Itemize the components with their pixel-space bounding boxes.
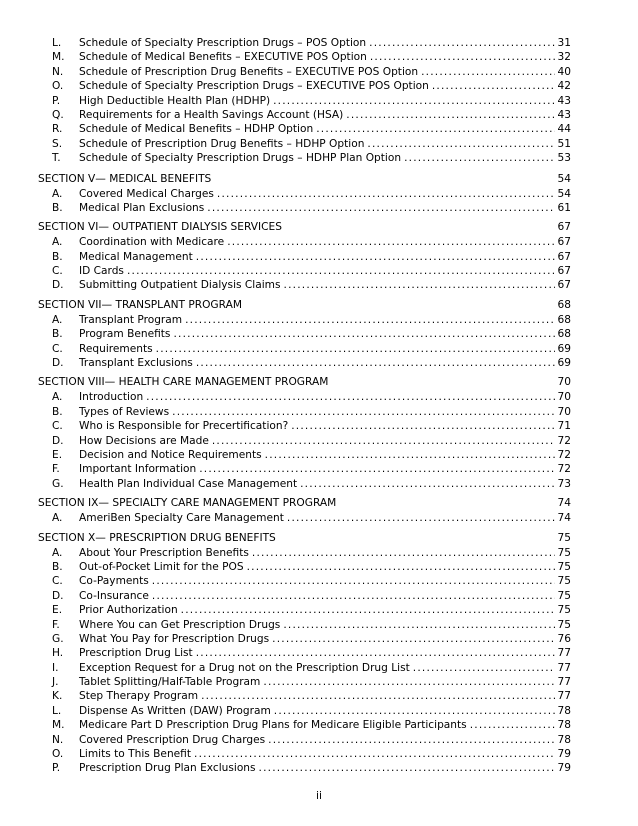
section-page-number: 54	[557, 172, 571, 185]
entry-page-number: 74	[557, 512, 571, 525]
entry-line	[79, 646, 571, 660]
entry-page-number: 71	[557, 420, 571, 433]
entry-page-number: 31	[557, 37, 571, 49]
toc-entry[interactable]	[0, 342, 638, 356]
dot-leader	[265, 448, 555, 462]
toc-entry[interactable]	[0, 560, 638, 574]
toc-entry[interactable]	[0, 201, 638, 215]
entry-page-number: 73	[557, 477, 571, 490]
toc-entry[interactable]	[0, 327, 638, 341]
dot-leader	[272, 632, 554, 646]
entry-title: Requirements for a Health Savings Account (HSA)	[79, 108, 344, 121]
entry-line	[79, 434, 571, 448]
toc-entry[interactable]	[0, 462, 638, 476]
entry-letter: E.	[52, 448, 63, 461]
entry-letter: P.	[52, 94, 61, 107]
toc-entry[interactable]	[0, 589, 638, 603]
entry-page-number: 69	[557, 357, 571, 370]
toc-entry[interactable]	[0, 434, 638, 448]
entry-letter: M.	[52, 719, 65, 732]
entry-line	[79, 718, 571, 732]
section-title: SECTION VIII— HEALTH CARE MANAGEMENT PROGRAM	[38, 376, 329, 389]
section-heading[interactable]	[0, 172, 638, 187]
entry-line	[79, 603, 571, 617]
entry-page-number: 61	[557, 201, 571, 214]
entry-letter: C.	[52, 575, 63, 588]
entry-page-number: 67	[557, 279, 571, 292]
entry-line	[79, 689, 571, 703]
entry-letter: C.	[52, 342, 63, 355]
entry-title: Exception Request for a Drug not on the Prescription Drug List	[79, 661, 410, 674]
entry-title: Coordination with Medicare	[79, 236, 225, 249]
entry-letter: M.	[52, 51, 65, 64]
entry-title: Tablet Splitting/Half-Table Program	[79, 676, 261, 689]
entry-title: Step Therapy Program	[79, 690, 199, 703]
entry-page-number: 79	[557, 762, 571, 775]
entry-page-number: 78	[557, 733, 571, 746]
dot-leader	[470, 718, 555, 732]
entry-title: Types of Reviews	[79, 405, 170, 418]
entry-page-number: 75	[557, 618, 571, 631]
entry-letter: A.	[52, 313, 63, 326]
toc-entry[interactable]	[0, 50, 638, 64]
section-heading[interactable]	[0, 531, 638, 546]
dot-leader	[274, 704, 555, 718]
entry-line	[79, 36, 571, 50]
entry-line	[79, 250, 571, 264]
dot-leader	[212, 434, 555, 448]
toc-entry[interactable]	[0, 122, 638, 136]
entry-title: Out-of-Pocket Limit for the POS	[79, 560, 244, 573]
dot-leader	[196, 646, 555, 660]
dot-leader	[196, 356, 555, 370]
entry-page-number: 77	[557, 647, 571, 660]
dot-leader	[173, 327, 554, 341]
entry-line	[79, 94, 571, 108]
entry-title: Co-Insurance	[79, 589, 149, 602]
entry-line	[79, 151, 571, 165]
entry-letter: O.	[52, 80, 64, 93]
entry-title: High Deductible Health Plan (HDHP)	[79, 94, 271, 107]
entry-title: Submitting Outpatient Dialysis Claims	[79, 279, 281, 292]
toc-entry[interactable]	[0, 250, 638, 264]
toc-entry[interactable]	[0, 618, 638, 632]
dot-leader	[287, 511, 555, 525]
entry-page-number: 75	[557, 546, 571, 559]
entry-letter: D.	[52, 279, 64, 292]
entry-page-number: 72	[557, 463, 571, 476]
entry-title: Who is Responsible for Precertification?	[79, 420, 289, 433]
entry-page-number: 75	[557, 560, 571, 573]
dot-leader	[283, 618, 554, 632]
entry-line	[79, 589, 571, 603]
section-page-number: 67	[557, 221, 571, 234]
entry-title: Limits to This Benefit	[79, 748, 192, 761]
entry-letter: A.	[52, 546, 63, 559]
section-title: SECTION IX— SPECIALTY CARE MANAGEMENT PROGRAM	[38, 497, 337, 510]
entry-letter: S.	[52, 137, 63, 150]
entry-title: Schedule of Prescription Drug Benefits – HDHP Option	[79, 137, 365, 150]
entry-letter: I.	[52, 661, 59, 674]
toc-entry[interactable]	[0, 235, 638, 249]
entry-page-number: 67	[557, 265, 571, 278]
entry-title: Where You can Get Prescription Drugs	[79, 618, 281, 631]
entry-letter: B.	[52, 250, 63, 263]
toc-entry[interactable]	[0, 390, 638, 404]
entry-title: Schedule of Medical Benefits – HDHP Option	[79, 123, 314, 136]
section-title: SECTION VI— OUTPATIENT DIALYSIS SERVICES	[38, 221, 282, 234]
entry-letter: B.	[52, 201, 63, 214]
entry-line	[79, 733, 571, 747]
toc-entry[interactable]	[0, 632, 638, 646]
entry-line	[79, 419, 571, 433]
entry-page-number: 42	[557, 80, 571, 93]
entry-page-number: 53	[557, 152, 571, 165]
toc-entry[interactable]	[0, 36, 638, 50]
entry-page-number: 79	[557, 748, 571, 761]
section-heading[interactable]	[0, 496, 638, 511]
entry-title: Transplant Program	[79, 313, 183, 326]
entry-line	[79, 675, 571, 689]
entry-letter: Q.	[52, 108, 64, 121]
entry-page-number: 70	[557, 405, 571, 418]
entry-title: Schedule of Specialty Prescription Drugs – HDHP Plan Option	[79, 152, 402, 165]
toc-entry[interactable]	[0, 356, 638, 370]
toc-entry[interactable]	[0, 733, 638, 747]
dot-leader	[300, 477, 554, 491]
entry-title: Prescription Drug Plan Exclusions	[79, 762, 256, 775]
dot-leader	[127, 264, 555, 278]
entry-line	[79, 390, 571, 404]
entry-title: Introduction	[79, 391, 144, 404]
entry-page-number: 44	[557, 123, 571, 136]
entry-page-number: 51	[557, 137, 571, 150]
entry-letter: K.	[52, 690, 63, 703]
toc-entry[interactable]	[0, 187, 638, 201]
dot-leader	[268, 733, 554, 747]
entry-title: Prescription Drug List	[79, 647, 193, 660]
entry-letter: T.	[52, 152, 61, 165]
entry-line	[79, 574, 571, 588]
toc-entry[interactable]	[0, 108, 638, 122]
entry-letter: F.	[52, 618, 60, 631]
page-number: ii	[316, 790, 322, 802]
toc-entry[interactable]	[0, 761, 638, 775]
entry-letter: D.	[52, 357, 64, 370]
entry-title: Decision and Notice Requirements	[79, 448, 262, 461]
toc-entry[interactable]	[0, 675, 638, 689]
entry-letter: N.	[52, 733, 64, 746]
entry-title: Medical Plan Exclusions	[79, 201, 205, 214]
entry-line	[79, 278, 571, 292]
entry-line	[79, 477, 571, 491]
entry-line	[79, 264, 571, 278]
entry-page-number: 78	[557, 719, 571, 732]
entry-page-number: 76	[557, 632, 571, 645]
dot-leader	[172, 405, 554, 419]
table-of-contents	[0, 36, 638, 776]
entry-letter: J.	[52, 676, 59, 689]
dot-leader	[273, 94, 554, 108]
entry-letter: L.	[52, 704, 62, 717]
entry-page-number: 32	[557, 51, 571, 64]
entry-title: Covered Medical Charges	[79, 187, 214, 200]
toc-entry[interactable]	[0, 448, 638, 462]
entry-line	[79, 546, 571, 560]
dot-leader	[404, 151, 554, 165]
entry-letter: A.	[52, 236, 63, 249]
dot-leader	[146, 390, 554, 404]
toc-entry[interactable]	[0, 79, 638, 93]
toc-entry[interactable]	[0, 405, 638, 419]
entry-page-number: 75	[557, 604, 571, 617]
entry-line	[79, 122, 571, 136]
entry-line	[79, 448, 571, 462]
toc-entry[interactable]	[0, 689, 638, 703]
entry-letter: L.	[52, 37, 62, 49]
dot-leader	[185, 313, 554, 327]
entry-letter: N.	[52, 65, 64, 78]
toc-entry[interactable]	[0, 477, 638, 491]
entry-page-number: 70	[557, 391, 571, 404]
section-page-number: 68	[557, 298, 571, 311]
dot-leader	[370, 50, 555, 64]
toc-entry[interactable]	[0, 603, 638, 617]
toc-entry[interactable]	[0, 511, 638, 525]
entry-line	[79, 618, 571, 632]
toc-entry[interactable]	[0, 65, 638, 79]
dot-leader	[207, 201, 554, 215]
entry-line	[79, 632, 571, 646]
entry-letter: C.	[52, 265, 63, 278]
entry-title: Requirements	[79, 342, 153, 355]
toc-entry[interactable]	[0, 151, 638, 165]
entry-line	[79, 50, 571, 64]
dot-leader	[194, 747, 555, 761]
entry-line	[79, 108, 571, 122]
dot-leader	[201, 689, 554, 703]
dot-leader	[421, 65, 554, 79]
entry-line	[79, 201, 571, 215]
entry-letter: D.	[52, 434, 64, 447]
entry-page-number: 43	[557, 108, 571, 121]
entry-title: Important Information	[79, 463, 197, 476]
toc-entry[interactable]	[0, 661, 638, 675]
toc-entry[interactable]	[0, 704, 638, 718]
entry-title: ID Cards	[79, 265, 124, 278]
toc-entry[interactable]	[0, 646, 638, 660]
toc-entry[interactable]	[0, 747, 638, 761]
entry-line	[79, 356, 571, 370]
entry-page-number: 78	[557, 704, 571, 717]
entry-page-number: 72	[557, 434, 571, 447]
entry-line	[79, 187, 571, 201]
entry-page-number: 75	[557, 575, 571, 588]
toc-entry[interactable]	[0, 137, 638, 151]
entry-letter: B.	[52, 405, 63, 418]
dot-leader	[156, 342, 555, 356]
entry-page-number: 43	[557, 94, 571, 107]
toc-entry[interactable]	[0, 419, 638, 433]
section-page-number: 74	[557, 497, 571, 510]
entry-letter: A.	[52, 512, 63, 525]
entry-letter: R.	[52, 123, 63, 136]
dot-leader	[247, 560, 555, 574]
entry-line	[79, 342, 571, 356]
entry-title: Schedule of Medical Benefits – EXECUTIVE POS Option	[79, 51, 367, 64]
entry-line	[79, 327, 571, 341]
dot-leader	[291, 419, 554, 433]
entry-line	[79, 511, 571, 525]
entry-line	[79, 661, 571, 675]
entry-line	[79, 65, 571, 79]
dot-leader	[252, 546, 555, 560]
toc-entry[interactable]	[0, 313, 638, 327]
entry-title: Dispense As Written (DAW) Program	[79, 704, 271, 717]
dot-leader	[217, 187, 555, 201]
entry-page-number: 77	[557, 661, 571, 674]
dot-leader	[152, 574, 555, 588]
entry-line	[79, 761, 571, 775]
section-heading[interactable]	[0, 298, 638, 313]
entry-title: Schedule of Prescription Drug Benefits – EXECUTIVE POS Option	[79, 65, 419, 78]
entry-page-number: 68	[557, 313, 571, 326]
entry-page-number: 72	[557, 448, 571, 461]
entry-letter: G.	[52, 632, 64, 645]
entry-title: Schedule of Specialty Prescription Drugs – EXECUTIVE POS Option	[79, 80, 429, 93]
entry-title: What You Pay for Prescription Drugs	[79, 632, 270, 645]
entry-letter: H.	[52, 647, 64, 660]
entry-title: Medical Management	[79, 250, 193, 263]
dot-leader	[152, 589, 555, 603]
entry-page-number: 67	[557, 236, 571, 249]
entry-page-number: 68	[557, 328, 571, 341]
dot-leader	[181, 603, 555, 617]
dot-leader	[263, 675, 554, 689]
entry-title: Program Benefits	[79, 328, 171, 341]
dot-leader	[259, 761, 555, 775]
entry-letter: B.	[52, 560, 63, 573]
toc-entry[interactable]	[0, 264, 638, 278]
section-heading[interactable]	[0, 220, 638, 235]
section-title: SECTION V— MEDICAL BENEFITS	[38, 172, 212, 185]
entry-line	[79, 137, 571, 151]
section-title: SECTION VII— TRANSPLANT PROGRAM	[38, 298, 242, 311]
toc-entry[interactable]	[0, 278, 638, 292]
entry-line	[79, 462, 571, 476]
entry-page-number: 54	[557, 187, 571, 200]
entry-title: How Decisions are Made	[79, 434, 209, 447]
entry-page-number: 67	[557, 250, 571, 263]
entry-letter: E.	[52, 604, 63, 617]
entry-letter: D.	[52, 589, 64, 602]
entry-title: About Your Prescription Benefits	[79, 546, 249, 559]
entry-page-number: 40	[557, 65, 571, 78]
entry-title: Medicare Part D Prescription Drug Plans for Medicare Eligible Participants	[79, 719, 467, 732]
entry-title: Prior Authorization	[79, 604, 178, 617]
toc-entry[interactable]	[0, 718, 638, 732]
entry-title: Covered Prescription Drug Charges	[79, 733, 266, 746]
dot-leader	[227, 235, 554, 249]
dot-leader	[346, 108, 554, 122]
toc-entry[interactable]	[0, 546, 638, 560]
dot-leader	[284, 278, 555, 292]
dot-leader	[369, 36, 554, 50]
entry-page-number: 75	[557, 589, 571, 602]
dot-leader	[199, 462, 554, 476]
entry-page-number: 77	[557, 690, 571, 703]
dot-leader	[432, 79, 555, 93]
entry-letter: A.	[52, 391, 63, 404]
section-title: SECTION X— PRESCRIPTION DRUG BENEFITS	[38, 531, 276, 544]
toc-entry[interactable]	[0, 94, 638, 108]
entry-letter: A.	[52, 187, 63, 200]
entry-letter: C.	[52, 420, 63, 433]
entry-line	[79, 747, 571, 761]
entry-letter: G.	[52, 477, 64, 490]
dot-leader	[196, 250, 555, 264]
dot-leader	[316, 122, 554, 136]
entry-letter: P.	[52, 762, 61, 775]
entry-title: Co-Payments	[79, 575, 149, 588]
section-heading[interactable]	[0, 375, 638, 390]
entry-letter: F.	[52, 463, 60, 476]
entry-page-number: 69	[557, 342, 571, 355]
entry-line	[79, 560, 571, 574]
dot-leader	[413, 661, 555, 675]
entry-letter: B.	[52, 328, 63, 341]
entry-line	[79, 79, 571, 93]
section-page-number: 75	[557, 531, 571, 544]
entry-line	[79, 704, 571, 718]
entry-page-number: 77	[557, 676, 571, 689]
section-page-number: 70	[557, 376, 571, 389]
entry-line	[79, 313, 571, 327]
toc-entry[interactable]	[0, 574, 638, 588]
entry-title: Transplant Exclusions	[79, 357, 193, 370]
dot-leader	[367, 137, 554, 151]
entry-title: Health Plan Individual Case Management	[79, 477, 298, 490]
entry-line	[79, 405, 571, 419]
entry-title: AmeriBen Specialty Care Management	[79, 512, 284, 525]
entry-line	[79, 235, 571, 249]
entry-title: Schedule of Specialty Prescription Drugs – POS Option	[79, 37, 367, 49]
entry-letter: O.	[52, 748, 64, 761]
